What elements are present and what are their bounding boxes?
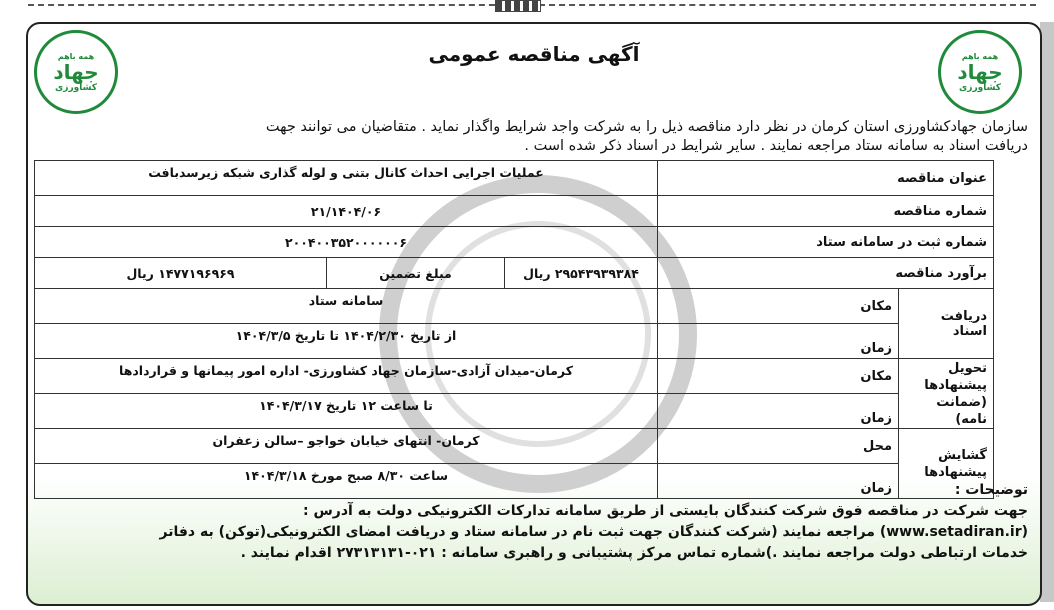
guarantee-value: ۱۴۷۷۱۹۶۹۶۹ ریال [35, 258, 327, 289]
tender-details-table [34, 160, 994, 499]
tender-number-value: ۲۱/۱۴۰۴/۰۶ [35, 196, 658, 227]
table-row [35, 258, 994, 289]
tender-title-label: عنوان مناقصه [658, 161, 994, 196]
deliver-label: تحویل پیشنهادها (ضمانت نامه) [899, 359, 994, 429]
estimate-label: برآورد مناقصه [658, 258, 994, 289]
opening-time-value: ساعت ۸/۳۰ صبح مورخ ۱۴۰۴/۳/۱۸ [35, 464, 658, 499]
table-row [35, 196, 994, 227]
logo-sub-text: کشاورزی [55, 82, 97, 93]
table-row [35, 324, 994, 359]
logo-top-text: همه باهم [961, 51, 999, 61]
logo-main-text: جهاد [957, 59, 1003, 84]
receive-place-label: مکان [658, 289, 899, 324]
intro-line-2: دریافت اسناد به سامانه ستاد مراجعه نمایند . سایر شرایط در اسناد ذکر شده است . [524, 138, 1028, 154]
estimate-value: ۲۹۵۴۳۹۳۹۳۸۴ ریال [505, 258, 658, 289]
table-row [35, 429, 994, 464]
deliver-place-label: مکان [658, 359, 899, 394]
top-ornament [495, 0, 541, 12]
receive-time-label: زمان [658, 324, 899, 359]
table-row [35, 161, 994, 196]
table-row [35, 359, 994, 394]
tender-number-label: شماره مناقصه [658, 196, 994, 227]
tender-title-value: عملیات اجرایی احداث کانال بتنی و لوله گذاری شبکه زیرسدبافت [35, 161, 658, 196]
notes-heading: توضیحات : [954, 482, 1028, 498]
receive-time-value: از تاریخ ۱۴۰۴/۲/۳۰ تا تاریخ ۱۴۰۴/۳/۵ [35, 324, 658, 359]
opening-place-label: محل [658, 429, 899, 464]
table-row [35, 289, 994, 324]
logo-top-text: همه باهم [57, 51, 95, 61]
setad-number-label: شماره ثبت در سامانه ستاد [658, 227, 994, 258]
logo-main-text: جهاد [53, 59, 99, 84]
opening-place-value: کرمان- انتهای خیابان خواجو –سالن زعفران [35, 429, 658, 464]
page-title: آگهی مناقصه عمومی [428, 42, 640, 66]
notes-line-3: خدمات ارتباطی دولت مراجعه نمایند .)شماره تماس مرکز پشتیبانی و راهبری سامانه : ۰۲۱-۲۷۳۱۳۱۳۱ اقدام نمایند . [240, 545, 1028, 561]
notice-frame [26, 22, 1042, 606]
notes-line-2-text: مراجعه نمایند (شرکت کنندگان جهت ثبت نام در سامانه ستاد و دریافت امضای الکترونیکی(توکن) به دفاتر [159, 524, 875, 540]
page-edge-shadow [1040, 22, 1054, 602]
deliver-place-value: کرمان-میدان آزادی-سازمان جهاد کشاورزی- اداره امور پیمانها و قراردادها [35, 359, 658, 394]
notes-section [36, 480, 1028, 564]
opening-label: گشایش پیشنهادها [899, 429, 994, 499]
setad-number-value: ۲۰۰۴۰۰۳۵۲۰۰۰۰۰۰۶ [35, 227, 658, 258]
intro-paragraph [36, 118, 1028, 156]
receive-docs-label: دریافت اسناد [899, 289, 994, 359]
deliver-time-value: تا ساعت ۱۲ تاریخ ۱۴۰۴/۳/۱۷ [35, 394, 658, 429]
table-row [35, 394, 994, 429]
notes-line-1: جهت شرکت در مناقصه فوق شرکت کنندگان بایستی از طریق سامانه تدارکات الکترونیکی دولت به آدرس : [303, 503, 1028, 519]
receive-place-value: سامانه ستاد [35, 289, 658, 324]
opening-time-label: زمان [658, 464, 899, 499]
setad-url-link[interactable]: (www.setadiran.ir) [879, 524, 1028, 540]
table-row [35, 227, 994, 258]
logo-sub-text: کشاورزی [959, 82, 1001, 93]
intro-line-1: سازمان جهادکشاورزی استان کرمان در نظر دارد مناقصه ذیل را به شرکت واجد شرایط واگذار نماید . متقاضیان می توانند جهت [265, 119, 1028, 135]
deliver-time-label: زمان [658, 394, 899, 429]
guarantee-label: مبلغ تضمین [327, 258, 505, 289]
notes-line-2 [36, 522, 1028, 543]
